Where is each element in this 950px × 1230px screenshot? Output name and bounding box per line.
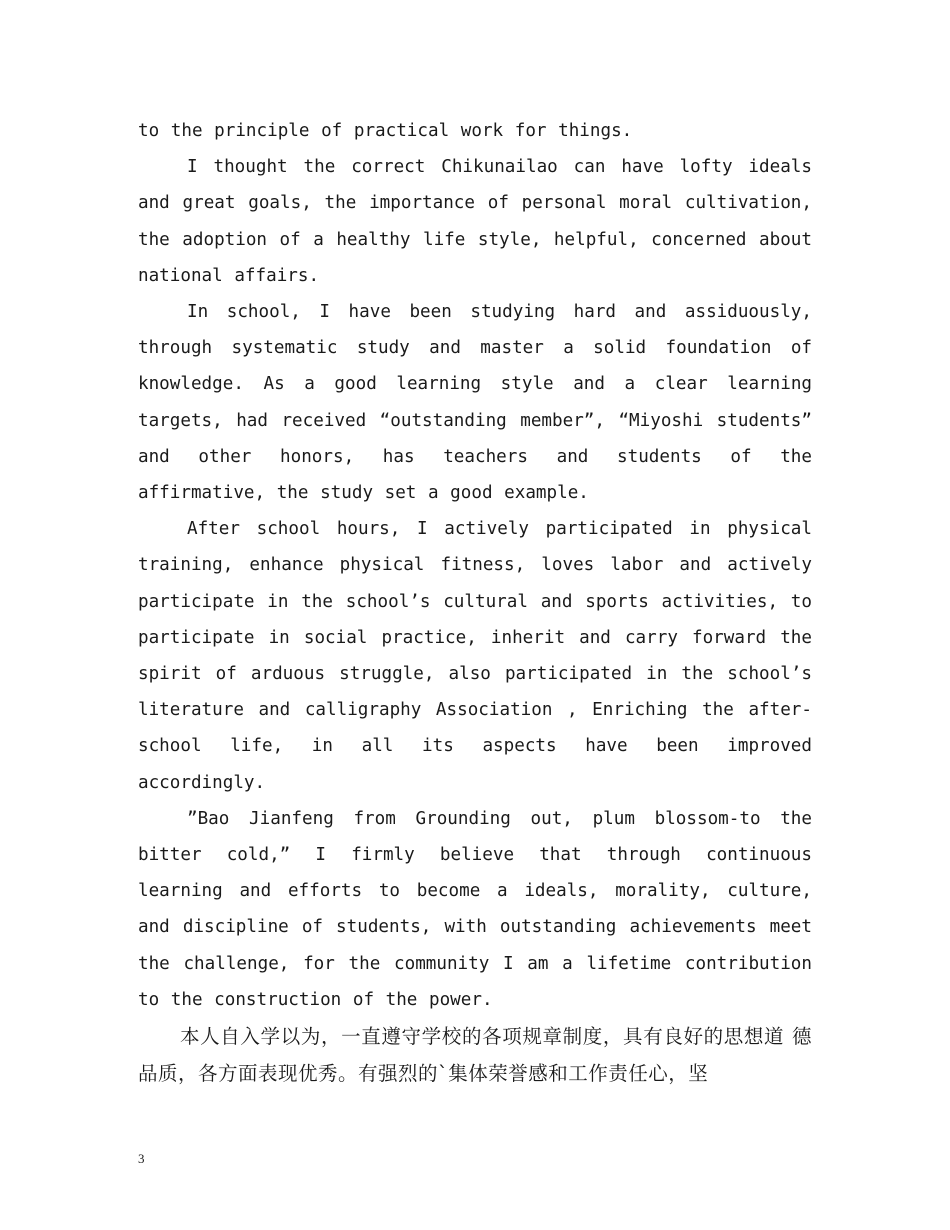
paragraph-after-school: After school hours, I actively participated in physical training, enhance physical fitness, loves labor and actively participate in the school’s cultural and sports activities, to participate in social practice, inherit and carry forward the spirit of arduous struggle, also participated in the school’s literature and calligraphy Association , Enriching the after-school life, in all its aspects have been improved accordingly. [138,519,812,793]
paragraph-ideals: I thought the correct Chikunailao can have lofty ideals and great goals, the importance of personal moral cultivation, the adoption of a healthy life style, helpful, concerned about national affairs. [138,157,812,286]
paragraph-chinese: 本人自入学以为，一直遵守学校的各项规章制度，具有良好的思想道 德品质，各方面表现优秀。有强烈的`集体荣誉感和工作责任心，坚 [138,1025,812,1085]
paragraph-continuation: to the principle of practical work for things. [138,121,633,141]
paragraph-school-study: In school, I have been studying hard and assiduously, through systematic study and master a solid foundation of knowledge. As a good learning style and a clear learning targets, had received “outstanding member”, “Miyoshi students” and other honors, has teachers and students of the affirmative, the study set a good example. [138,302,812,504]
document-body [138,113,812,1092]
paragraph-quote: ”Bao Jianfeng from Grounding out, plum blossom-to the bitter cold,” I firmly believe that through continuous learning and efforts to become a ideals, morality, culture, and discipline of students, with outstanding achievements meet the challenge, for the community I am a lifetime contribution to the construction of the power. [138,808,812,1010]
page-number: 3 [138,1151,145,1166]
